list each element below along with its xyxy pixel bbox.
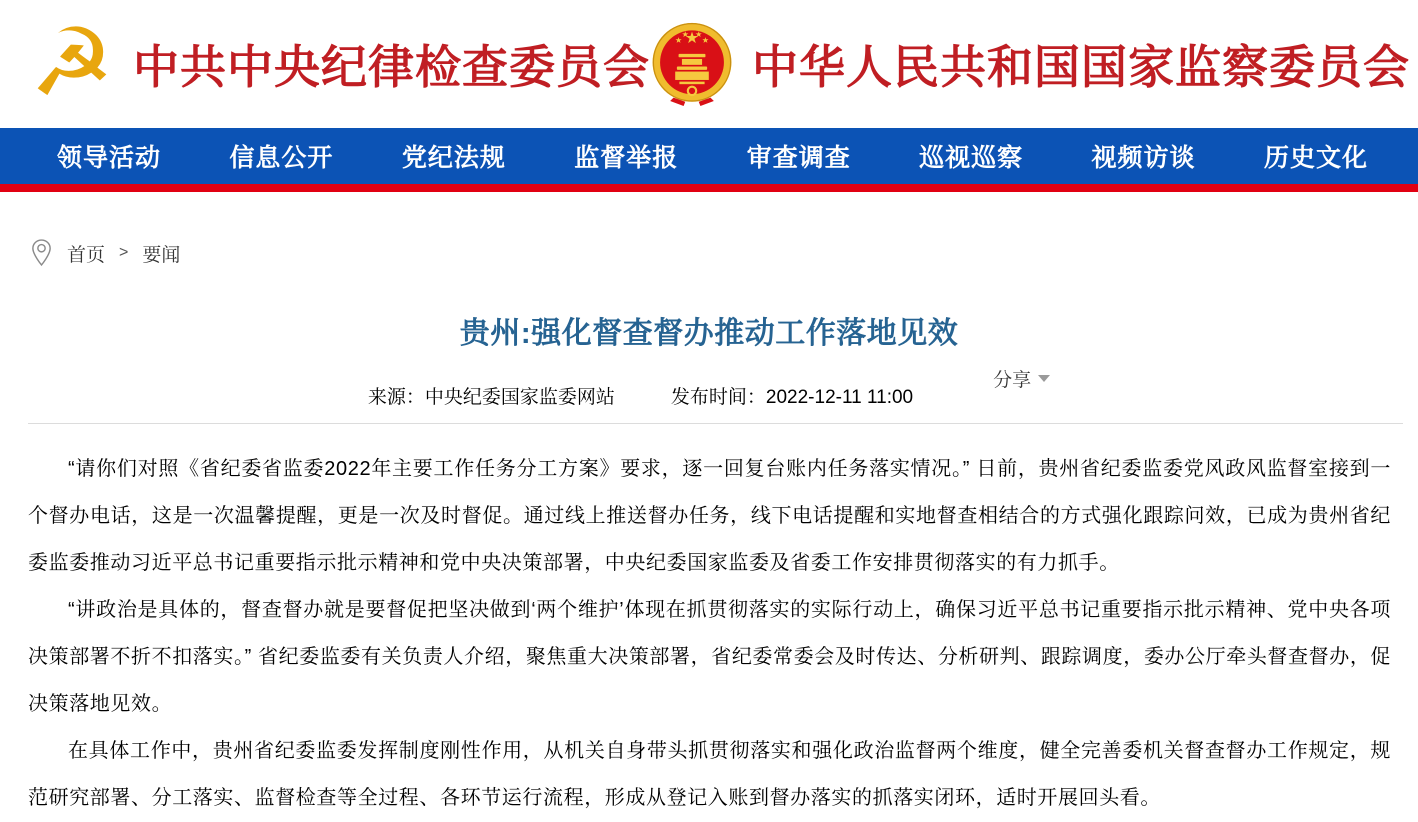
article-paragraph: “请你们对照《省纪委省监委2022年主要工作任务分工方案》要求，逐一回复台账内任务落实情况。” 日前，贵州省纪委监委党风政风监督室接到一个督办电话，这是一次温馨提醒，更是一次及时督促。通过线上推送督办任务，线下电话提醒和实地督查相结合的方式强化跟踪问效，已成为贵州省纪委监委推动习近平总书记重要指示批示精神和党中央决策部署，中央纪委国家监委及省委工作安排贯彻落实的有力抓手。 (28, 458, 1391, 574)
main-nav (0, 128, 1418, 184)
nav-item-supervision-report[interactable]: 监督举报 (574, 144, 679, 172)
nav-item-party-rules[interactable]: 党纪法规 (401, 144, 506, 172)
publish-value: 2022-12-11 11:00 (765, 387, 914, 408)
national-emblem-icon (650, 14, 734, 114)
ccdi-brand-link[interactable] (25, 9, 650, 118)
share-label: 分享 (993, 370, 1032, 391)
article-title: 贵州:强化督查督办推动工作落地见效 (459, 317, 959, 350)
nav-item-video-interviews[interactable]: 视频访谈 (1091, 144, 1196, 172)
party-emblem-icon: ☭ (29, 9, 115, 118)
publish-label: 发布时间： (670, 387, 766, 408)
ncs-brand-link[interactable] (650, 14, 1410, 114)
article-source (368, 382, 615, 409)
nav-item-info-disclosure[interactable]: 信息公开 (229, 144, 334, 172)
article-body (28, 446, 1391, 822)
nav-item-inspection-tours[interactable]: 巡视巡察 (919, 144, 1024, 172)
breadcrumb-home-link[interactable]: 首页 (67, 244, 106, 266)
source-value: 中央纪委国家监委网站 (424, 387, 615, 408)
breadcrumb-current-link[interactable]: 要闻 (142, 244, 181, 266)
nav-item-review-investigation[interactable]: 审查调查 (746, 144, 851, 172)
site-header (0, 0, 1418, 128)
article-meta (0, 370, 1418, 409)
ncs-site-title: 中华人民共和国国家监察委员会 (752, 41, 1410, 93)
source-label: 来源： (367, 387, 425, 408)
breadcrumb (0, 192, 1418, 268)
nav-item-leader-activities[interactable]: 领导活动 (57, 144, 162, 172)
article-publish-time (671, 382, 913, 409)
article-paragraph: 在具体工作中，贵州省纪委监委发挥制度刚性作用，从机关自身带头抓贯彻落实和强化政治监督两个维度，健全完善委机关督查督办工作规定，规范研究部署、分工落实、监督检查等全过程、各环节运行流程，形成从登记入账到督办落实的抓落实闭环，适时开展回头看。 (28, 740, 1391, 809)
article-paragraph: “讲政治是具体的，督查督办就是要督促把坚决做到‘两个维护’体现在抓贯彻落实的实际行动上，确保习近平总书记重要指示批示精神、党中央各项决策部署不折不扣落实。” 省纪委监委有关负责人介绍，聚焦重大决策部署，省纪委常委会及时传达、分析研判、跟踪调度，委办公厅牵头督查督办，促决策落地见效。 (28, 599, 1392, 715)
red-accent-stripe (0, 184, 1418, 192)
meta-divider (28, 423, 1403, 424)
location-pin-icon (30, 238, 53, 268)
caret-down-icon (1038, 375, 1050, 382)
nav-item-history-culture[interactable]: 历史文化 (1263, 144, 1368, 172)
ccdi-site-title: 中共中央纪律检查委员会 (133, 41, 650, 93)
breadcrumb-separator: > (119, 244, 129, 261)
share-button[interactable] (993, 365, 1050, 392)
